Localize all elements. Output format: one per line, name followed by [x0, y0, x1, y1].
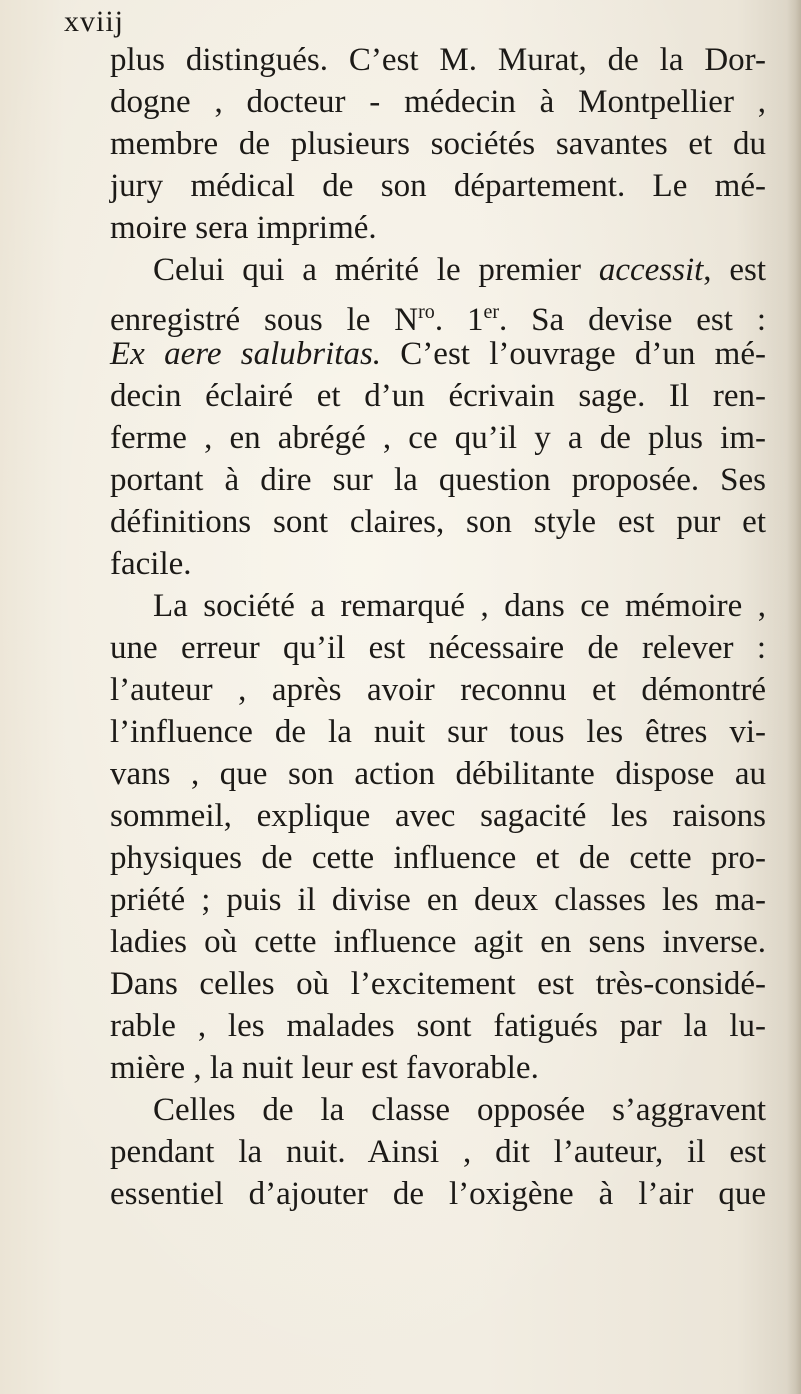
text-segment: . Sa devise est : — [499, 302, 766, 338]
text-line: La société a remarqué , dans ce mémoire , — [153, 588, 766, 624]
text-line: Dans celles où l’excitement est très-considé- — [110, 966, 766, 1002]
page-edge-shadow — [787, 0, 801, 1394]
text-line: plus distingués. C’est M. Murat, de la Dor- — [110, 42, 766, 78]
text-line: physiques de cette influence et de cette pro- — [110, 840, 766, 876]
text-segment: Celui qui a mérité le premier — [153, 252, 582, 288]
page-number: xviij — [64, 5, 125, 38]
text-line: ladies où cette influence agit en sens inverse. — [110, 924, 766, 960]
text-line: decin éclairé et d’un écrivain sage. Il ren- — [110, 378, 766, 414]
text-line: vans , que son action débilitante dispose au — [110, 756, 766, 792]
superscript: ro — [418, 301, 435, 323]
text-line: facile. — [110, 546, 192, 582]
text-line: essentiel d’ajouter de l’oxigène à l’air que — [110, 1176, 766, 1212]
text-line: l’influence de la nuit sur tous les êtres vi- — [110, 714, 766, 750]
text-line: l’auteur , après avoir reconnu et démontré — [110, 672, 766, 708]
text-line: une erreur qu’il est nécessaire de relever : — [110, 630, 766, 666]
italic-term: accessit — [598, 252, 704, 288]
text-segment: . 1 — [434, 302, 484, 338]
text-segment: C’est l’ouvrage d’un mé- — [381, 336, 766, 372]
text-line: priété ; puis il divise en deux classes les ma- — [110, 882, 766, 918]
text-line: rable , les malades sont fatigués par la lu- — [110, 1008, 766, 1044]
text-line — [110, 334, 766, 374]
italic-motto: Ex aere salubritas. — [110, 336, 382, 372]
text-line: moire sera imprimé. — [110, 210, 377, 246]
text-line: ferme , en abrégé , ce qu’il y a de plus im- — [110, 420, 766, 456]
text-line: dogne , docteur - médecin à Montpellier , — [110, 84, 766, 120]
text-segment: enregistré sous le N — [110, 302, 419, 338]
text-line — [110, 292, 766, 340]
superscript: er — [483, 301, 500, 323]
text-line: portant à dire sur la question proposée. Ses — [110, 462, 766, 498]
text-line: jury médical de son département. Le mé- — [110, 168, 766, 204]
text-line: sommeil, explique avec sagacité les raisons — [110, 798, 766, 834]
text-segment: , est — [703, 252, 766, 288]
text-line: définitions sont claires, son style est pur et — [110, 504, 766, 540]
text-line: membre de plusieurs sociétés savantes et du — [110, 126, 766, 162]
text-line: pendant la nuit. Ainsi , dit l’auteur, il est — [110, 1134, 766, 1170]
text-line: Celles de la classe opposée s’aggravent — [153, 1092, 766, 1128]
text-line: mière , la nuit leur est favorable. — [110, 1050, 539, 1086]
text-line — [153, 250, 766, 290]
